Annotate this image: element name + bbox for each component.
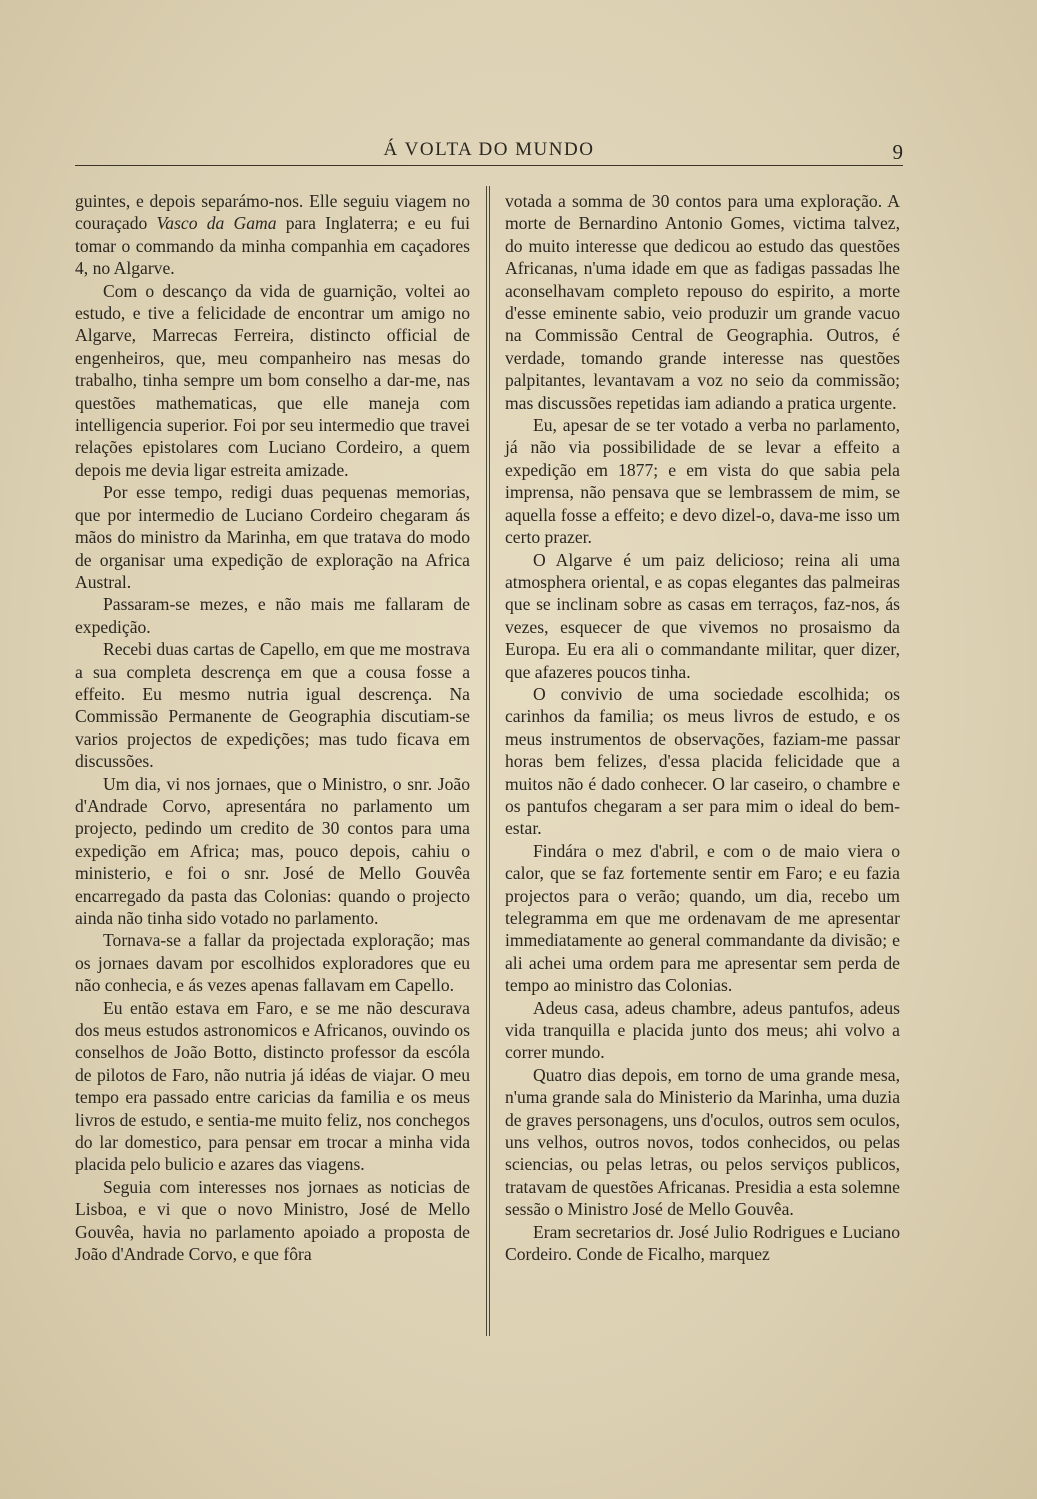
running-title: Á VOLTA DO MUNDO <box>383 139 595 160</box>
paragraph: Adeus casa, adeus chambre, adeus pantufos, adeus vida tranquilla e placida junto dos meus; ahi volvo a correr mundo. <box>505 997 900 1063</box>
paragraph: O Algarve é um paiz delicioso; reina ali uma atmosphera oriental, e as copas elegantes das palmeiras que se inclinam sobre as casas em terraços, faz-nos, ás vezes, esquecer de que vivemos no prosaismo da Europa. Eu era ali o commandante militar, quer dizer, que afazeres poucos tinha. <box>505 549 900 682</box>
paragraph: Quatro dias depois, em torno de uma grande mesa, n'uma grande sala do Ministerio da Marinha, uma duzia de graves personagens, uns d'oculos, outros sem oculos, uns velhos, outros novos, todos conhecidos, ou pelas sciencias, ou pelas letras, ou pelos serviços publicos, tratavam de questões Africanas. Presidia a esta solemne sessão o Ministro José de Mello Gouvêa. <box>505 1064 900 1220</box>
paragraph-text: guintes, e depois separámo-nos. Elle seguiu viagem no couraçado <box>75 191 470 234</box>
paragraph: Com o descanço da vida de guarnição, voltei ao estudo, e tive a felicidade de encontrar um amigo no Algarve, Marrecas Ferreira, distincto official de engenheiros, que, meu companheiro nas mesas do trabalho, tinha sempre um bom conselho a dar-me, nas questões mathematicas, que elle maneja com intelligencia superior. Foi por seu intermedio que travei relações epistolares com Luciano Cordeiro, a quem depois me devia ligar estreita amizade. <box>75 280 470 480</box>
paragraph: Passaram-se mezes, e não mais me fallaram de expedição. <box>75 594 470 637</box>
paragraph: Eram secretarios dr. José Julio Rodrigues e Luciano Cordeiro. Conde de Ficalho, marquez <box>505 1221 900 1265</box>
page-header <box>75 138 903 168</box>
column-divider <box>486 186 490 1336</box>
page-number: 9 <box>892 140 903 164</box>
paragraph: Tornava-se a fallar da projectada exploração; mas os jornaes davam por escolhidos exploradores que eu não conhecia, e ás vezes apenas fallavam em Capello. <box>75 930 470 996</box>
left-column <box>75 190 470 1266</box>
right-column <box>505 190 900 1266</box>
paragraph-text: para Inglaterra; e eu fui tomar o commando da minha companhia em caçadores 4, no Algarve. <box>75 213 470 279</box>
paragraph <box>75 190 470 280</box>
paragraph: Recebi duas cartas de Capello, em que me mostrava a sua completa descrença em que a cousa fosse a effeito. Eu mesmo nutria igual descrença. Na Commissão Permanente de Geographia discutiam-se varios projectos de expedições; mas tudo ficava em discussões. <box>75 639 470 772</box>
paragraph: O convivio de uma sociedade escolhida; os carinhos da familia; os meus livros de estudo, e os meus instrumentos de observações, faziam-me passar horas bem felizes, d'essa placida felicidade que a muitos não é dado conhecer. O lar caseiro, o chambre e os pantufos chegaram a ser para mim o ideal do bem-estar. <box>505 683 900 839</box>
paragraph: Um dia, vi nos jornaes, que o Ministro, o snr. João d'Andrade Corvo, apresentára no parlamento um projecto, pedindo um credito de 30 contos para uma expedição em Africa; mas, pouco depois, cahiu o ministerio, e foi o snr. José de Mello Gouvêa encarregado da pasta das Colonias: quando o projecto ainda não tinha sido votado no parlamento. <box>75 773 470 928</box>
ship-name: Vasco da Gama <box>156 213 277 234</box>
paragraph: Eu então estava em Faro, e se me não descurava dos meus estudos astronomicos e Africanos, ouvindo os conselhos de João Botto, distincto professor da escóla de pilotos de Faro, não nutria já idéas de viajar. O meu tempo era passado entre caricias da familia e os meus livros de estudo, e sentia-me muito feliz, nos conchegos do lar domestico, para pensar em trocar a minha vida placida pelo bulicio e azares das viagens. <box>75 997 470 1175</box>
header-rule <box>75 165 903 166</box>
paragraph: Por esse tempo, redigi duas pequenas memorias, que por intermedio de Luciano Cordeiro chegaram ás mãos do ministro da Marinha, em que tratava do modo de organisar uma expedição de exploração na Africa Austral. <box>75 482 470 592</box>
paragraph: Seguia com interesses nos jornaes as noticias de Lisboa, e vi que o novo Ministro, José de Mello Gouvêa, havia no parlamento apoiado a proposta de João d'Andrade Corvo, e que fôra <box>75 1176 470 1265</box>
paragraph: votada a somma de 30 contos para uma exploração. A morte de Bernardino Antonio Gomes, victima talvez, do muito interesse que dedicou ao estudo das questões Africanas, n'uma idade em que as fadigas passadas lhe aconselhavam completo repouso do espirito, a morte d'esse eminente sabio, veio produzir um grande vacuo na Commissão Central de Geographia. Outros, é verdade, tomando grande interesse nas questões palpitantes, levantavam a voz no seio da commissão; mas discussões repetidas iam adiando a pratica urgente. <box>505 191 900 413</box>
paragraph: Findára o mez d'abril, e com o de maio viera o calor, que se faz fortemente sentir em Faro; e eu fazia projectos para o verão; quando, um dia, recebo um telegramma em que me ordenavam de me apresentar immediatamente ao general commandante da divisão; e ali achei uma ordem para me apresentar sem perda de tempo ao ministro das Colonias. <box>505 840 900 996</box>
paragraph: Eu, apesar de se ter votado a verba no parlamento, já não via possibilidade de se levar a effeito a expedição em 1877; e em vista do que sabia pela imprensa, não pensava que se lembrassem de mim, se aquella fosse a effeito; e devo dizel-o, dava-me isso um certo prazer. <box>505 415 900 548</box>
